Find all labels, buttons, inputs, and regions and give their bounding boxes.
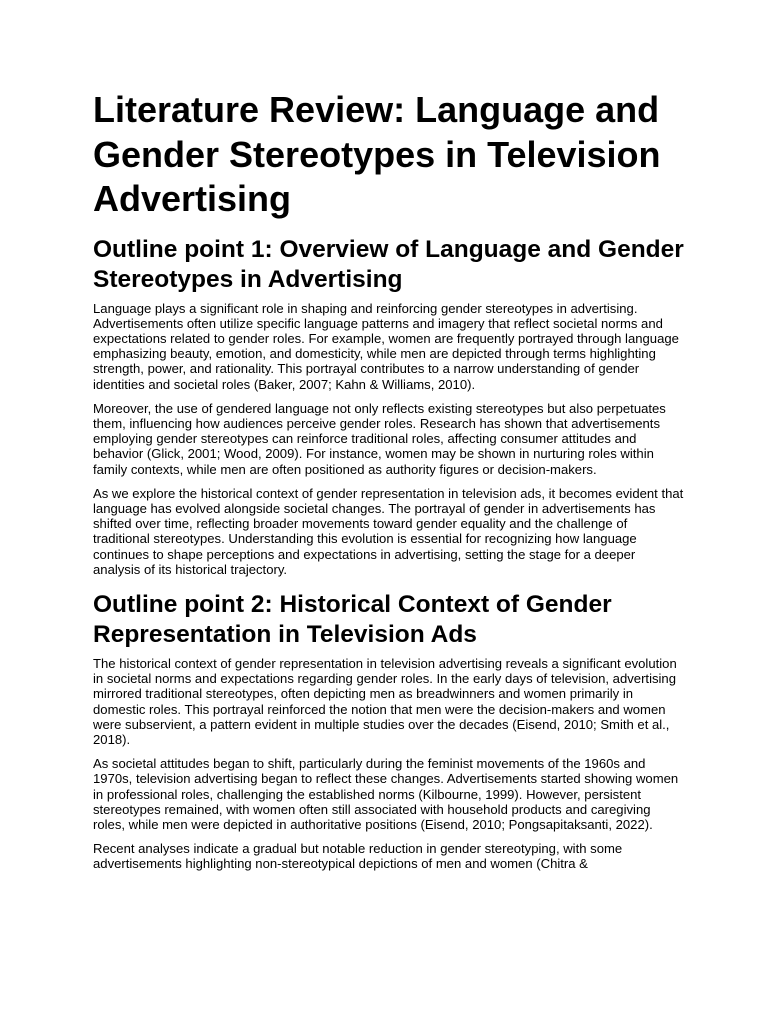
section-heading: Outline point 2: Historical Context of Gender Representation in Television Ads xyxy=(93,590,612,648)
paragraph: Recent analyses indicate a gradual but notable reduction in gender stereotyping, with some advertisements highlighting non-stereotypical depictions of men and women (Chitra & xyxy=(93,841,623,872)
paragraph: As societal attitudes began to shift, particularly during the feminist movements of the 1960s and 1970s, television advertising began to reflect these changes. Advertisements started showing women in professional roles, challenging the established norms (Kilbourne, 1999). However, persistent stereotypes remained, with women often still associated with household products and caregiving roles, while men were depicted in authoritative positions (Eisend, 2010; Pongsapitaksanti, 2022). xyxy=(93,756,679,832)
paragraph: Language plays a significant role in shaping and reinforcing gender stereotypes in advertising. Advertisements often utilize specific language patterns and imagery that reflect societal norms and expectations related to gender roles. For example, women are frequently portrayed through language emphasizing beauty, emotion, and domesticity, while men are depicted through terms highlighting strength, power, and rationality. This portrayal contributes to a narrow understanding of gender identities and societal roles (Baker, 2007; Kahn & Williams, 2010). xyxy=(93,300,679,392)
paragraph: As we explore the historical context of gender representation in television ads, it becomes evident that language has evolved alongside societal changes. The portrayal of gender in advertisements has shifted over time, reflecting broader movements toward gender equality and the challenge of traditional stereotypes. Understanding this evolution is essential for recognizing how language continues to shape perceptions and expectations in advertising, setting the stage for a deeper analysis of its historical trajectory. xyxy=(93,485,684,577)
section-outline-point-2 xyxy=(93,590,685,872)
document-title: Literature Review: Language and Gender Stereotypes in Television Advertising xyxy=(93,89,661,219)
document-page xyxy=(93,88,685,881)
section-heading: Outline point 1: Overview of Language and Gender Stereotypes in Advertising xyxy=(93,235,684,293)
paragraph: Moreover, the use of gendered language not only reflects existing stereotypes but also perpetuates them, influencing how audiences perceive gender roles. Research has shown that advertisements employing gender stereotypes can reinforce traditional roles, affecting consumer attitudes and behavior (Glick, 2001; Wood, 2009). For instance, women may be shown in nurturing roles within family contexts, while men are often positioned as authority figures or decision-makers. xyxy=(93,400,666,477)
paragraph: The historical context of gender representation in television advertising reveals a significant evolution in societal norms and expectations regarding gender roles. In the early days of television, advertising mirrored traditional stereotypes, often depicting men as breadwinners and women primarily in domestic roles. This portrayal reinforced the notion that men were the decision-makers and women were subservient, a pattern evident in multiple studies over the decades (Eisend, 2010; Smith et al., 2018). xyxy=(93,655,677,747)
section-outline-point-1 xyxy=(93,235,685,577)
